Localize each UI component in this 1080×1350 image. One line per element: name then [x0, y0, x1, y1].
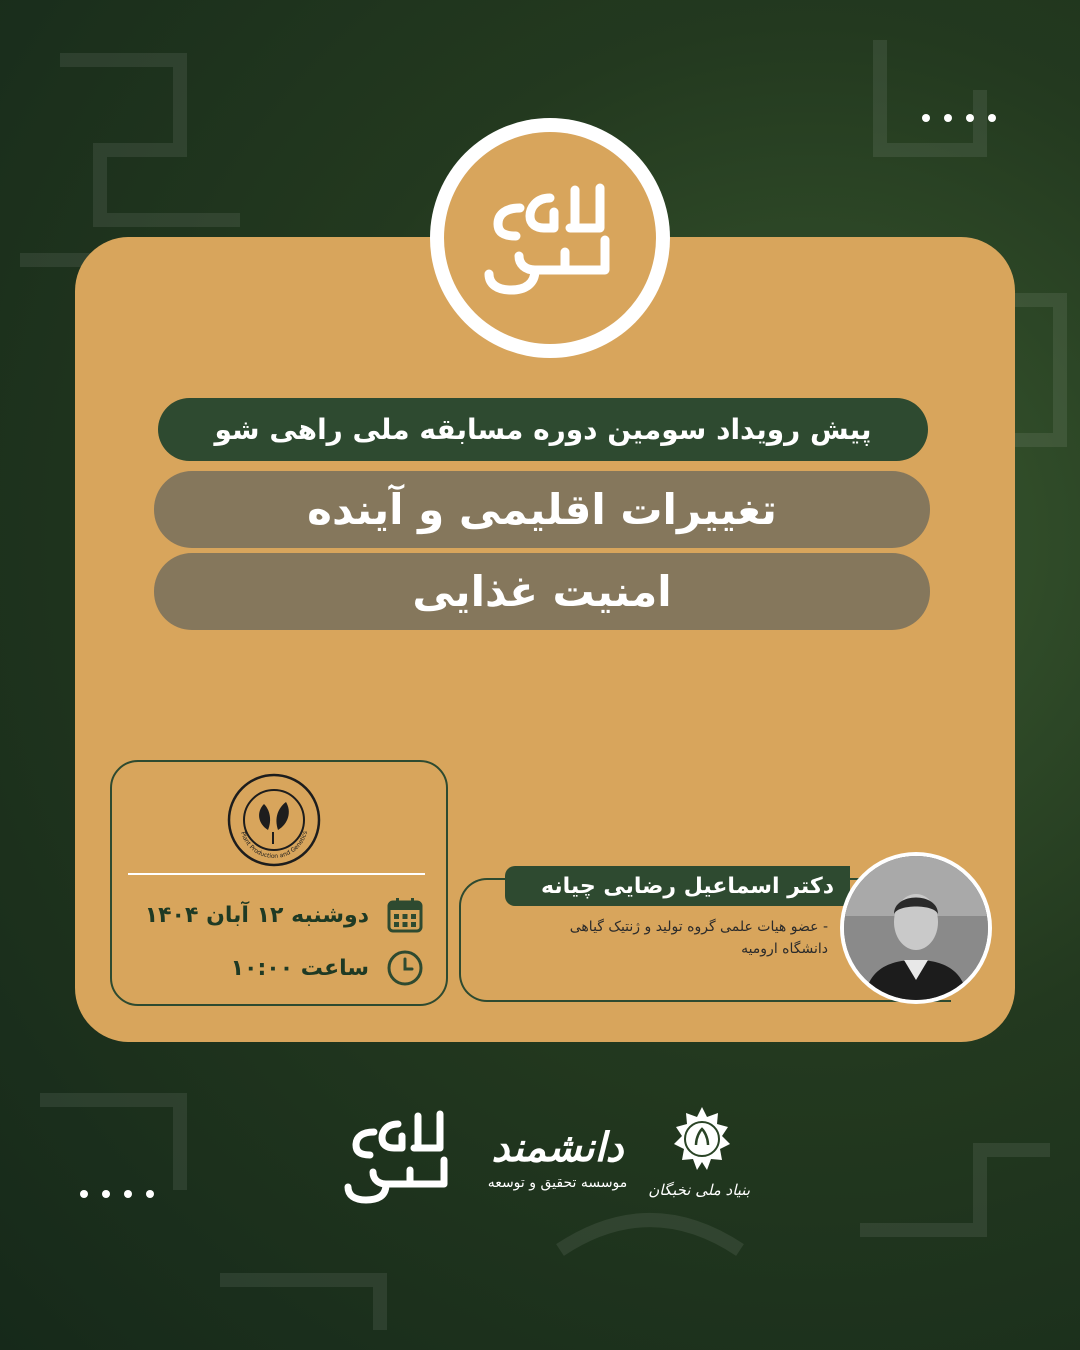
- event-title-line1: تغییرات اقلیمی و آینده: [154, 471, 930, 548]
- footer-nokhbegan-logo: [648, 1105, 750, 1205]
- speaker-name: دکتر اسماعیل رضایی چیانه: [505, 866, 850, 906]
- event-subtitle: پیش رویداد سومین دوره مسابقه ملی راهی شو: [158, 398, 928, 461]
- rahisho-logo-badge: [430, 118, 670, 358]
- speaker-avatar: [840, 852, 992, 1004]
- event-time: ساعت ۱۰:۰۰: [230, 955, 369, 981]
- decorative-dots: [80, 1190, 154, 1198]
- daneshmand-name: دانشمند: [491, 1125, 624, 1171]
- event-time-row: [140, 948, 425, 988]
- event-date: دوشنبه ۱۲ آبان ۱۴۰۴: [144, 902, 369, 928]
- speaker-description: [480, 916, 828, 960]
- speaker-affiliation: دانشگاه ارومیه: [741, 941, 828, 957]
- clock-icon: [385, 948, 425, 988]
- organization-seal: [226, 772, 322, 868]
- decorative-dots: [922, 114, 996, 122]
- calendar-icon: [385, 895, 425, 935]
- event-title-line2: امنیت غذایی: [154, 553, 930, 630]
- speaker-role: - عضو هیات علمی گروه تولید و ژنتیک گیاهی: [569, 919, 828, 935]
- nokhbegan-emblem-icon: [667, 1105, 737, 1175]
- footer-daneshmand-logo: [470, 1125, 645, 1200]
- svg-text:Plant Production and Genetics: Plant Production and Genetics: [239, 830, 310, 861]
- nokhbegan-name: بنیاد ملی نخبگان: [648, 1181, 750, 1199]
- details-divider: [128, 873, 425, 875]
- rahisho-logo-icon: [480, 178, 620, 298]
- footer-rahisho-logo: [342, 1108, 452, 1208]
- daneshmand-tagline: موسسه تحقیق و توسعه: [487, 1175, 628, 1191]
- event-date-row: [140, 895, 425, 935]
